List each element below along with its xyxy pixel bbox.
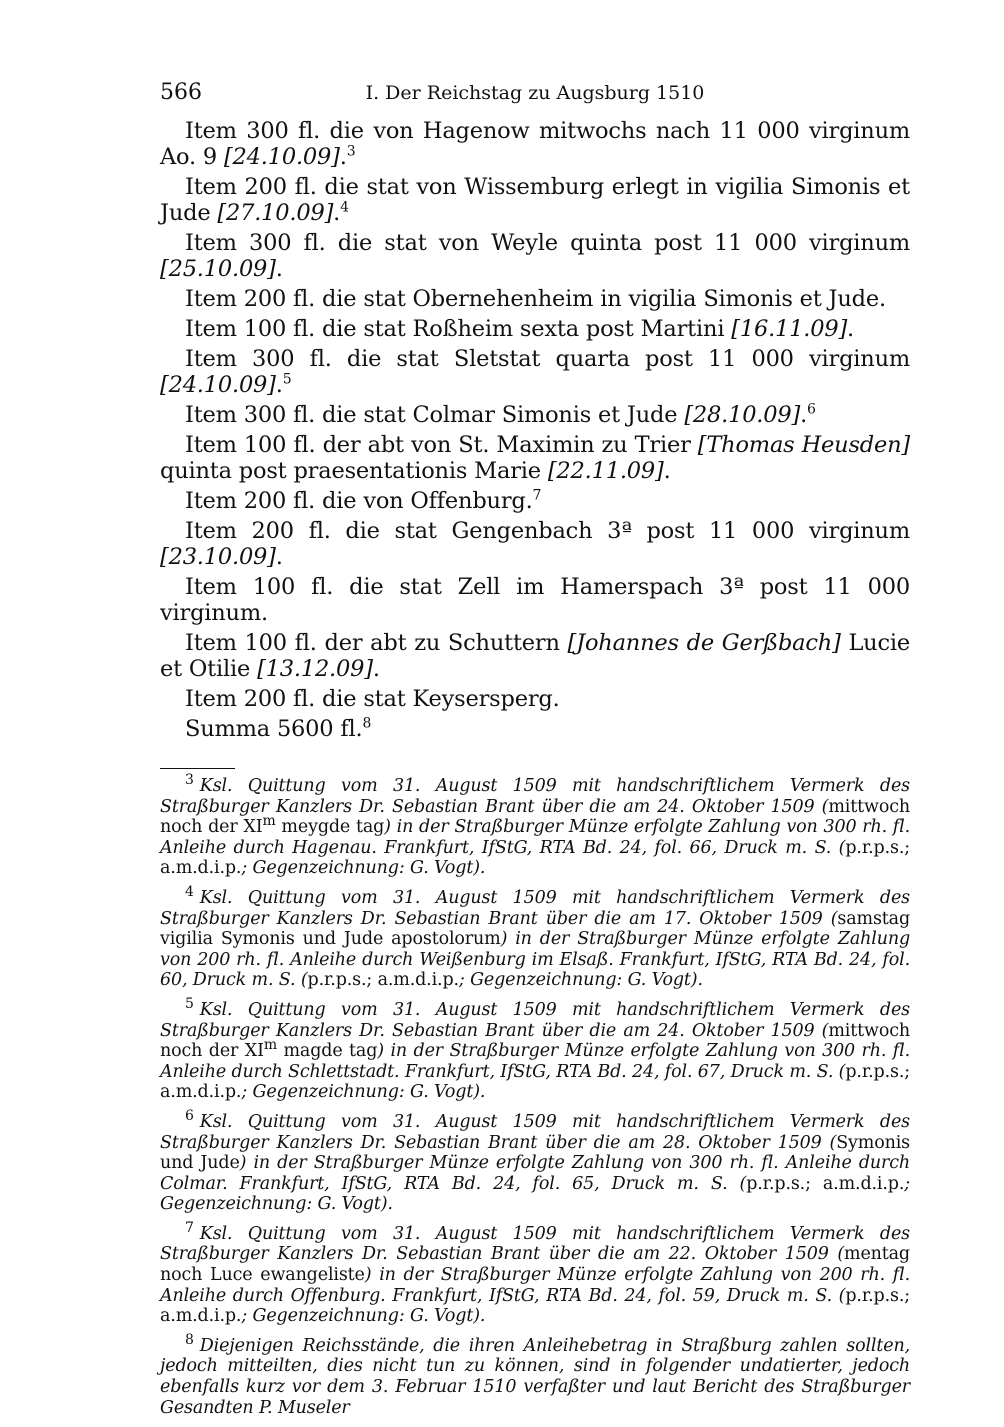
ledger-entry: Item 200 fl. die stat von Wissemburg erlegt in vigilia Simonis et Jude [27.10.09].$^4$ xyxy=(160,174,910,226)
footnote-text: Ksl. Quittung vom 31. August 1509 mit handschriftlichem Vermerk des Straßburger Kanzlers Dr. Sebastian Brant über die am 17. Oktober 1509 ( xyxy=(160,887,910,929)
ledger-entry xyxy=(160,574,910,626)
footnote-superscript: m xyxy=(262,813,276,830)
footnote-quote: magde tag xyxy=(276,1041,378,1062)
entry-date: [24.10.09] xyxy=(223,144,340,170)
footnote-quote: mittwoch noch der XI xyxy=(160,1020,910,1062)
ledger-entry: Item 100 fl. die stat Roßheim sexta post Martini [16.11.09]. xyxy=(185,316,854,342)
entry-text: Item 200 fl. die von Offenburg. xyxy=(185,488,533,514)
footnote-marker: 3 xyxy=(346,143,356,160)
entry-date: [13.12.09] xyxy=(257,656,373,682)
footnote-quote: a.m.d.i.p. xyxy=(160,858,242,879)
footnote-text: ; Gegenzeichnung: G. Vogt). xyxy=(241,1082,486,1103)
footnote-quote: meygde tag xyxy=(275,817,385,838)
footnote-quote: p.r.p.s.; a.m.d.i.p. xyxy=(746,1173,905,1194)
footnote-quote: mentag noch Luce ewangeliste xyxy=(160,1244,910,1286)
footnote-rule xyxy=(160,768,235,769)
footnote xyxy=(160,1220,910,1327)
footnote-text: ; Gegenzeichnung: G. Vogt). xyxy=(241,858,486,879)
footnote xyxy=(160,1332,910,1418)
footnote-quote: mittwoch noch der XI xyxy=(160,796,910,838)
entry-date: [27.10.09] xyxy=(217,200,334,226)
entry-text: Item 300 fl. die von Hagenow mitwochs nach 11 000 virginum Ao. 9 xyxy=(160,118,910,170)
footnote-text: ; Gegenzeichnung: G. Vogt). xyxy=(160,1173,910,1215)
entry-date: [25.10.09] xyxy=(160,256,276,282)
entry-text: Item 300 fl. die stat Colmar Simonis et Jude xyxy=(185,402,685,428)
footnote-quote: Symonis und Jude xyxy=(160,1132,910,1174)
footnote-quote: p.r.p.s.; xyxy=(845,837,910,858)
footnote-text: Diejenigen Reichsstände, die ihren Anleihebetrag in Straßburg zahlen sollten, jedoch mitteilten, dies nicht tun zu können, sind in folgender undatierter, jedoch ebenfalls kurz vor dem 3. Februar 1510 verfaßter und laut Bericht des Straßburger Gesandten P. Museler xyxy=(160,1335,910,1418)
entry-text: Item 300 fl. die stat von Weyle quinta post 11 000 virginum xyxy=(185,230,910,256)
ledger-entry: Item 100 fl. der abt von St. Maximin zu Trier [Thomas Heusden] quinta post praesentationis Marie [22.11.09]. xyxy=(160,432,910,484)
ledger-entry xyxy=(160,686,910,712)
entry-date: [23.10.09] xyxy=(160,544,276,570)
footnote-superscript: m xyxy=(263,1037,277,1054)
running-title: I. Der Reichstag zu Augsburg 1510 xyxy=(365,82,705,104)
footnote-number: 8 xyxy=(185,1332,194,1349)
footnote-text: ; Gegenzeichnung: G. Vogt). xyxy=(241,1306,486,1327)
footnote-text: ) in der Straßburger Münze erfolgte Zahlung von 300 rh. fl. Anleihe durch Hagenau. Frankfurt, IfStG, RTA Bd. 24, fol. 66, Druck m. S. ( xyxy=(160,817,910,858)
entry-date: [22.11.09] xyxy=(547,458,664,484)
ledger-entry: Item 300 fl. die stat Sletstat quarta post 11 000 virginum [24.10.09].$^5$ xyxy=(160,346,910,398)
entry-text: Item 100 fl. der abt von St. Maximin zu Trier xyxy=(185,432,698,458)
footnote xyxy=(160,996,910,1103)
footnote-text: ; Gegenzeichnung: G. Vogt). xyxy=(458,970,703,991)
footnote-quote: p.r.p.s.; a.m.d.i.p. xyxy=(307,970,459,991)
entry-text: Item 200 fl. die stat Gengenbach 3ª post 11 000 virginum xyxy=(185,518,910,544)
ledger-entry: Item 100 fl. der abt zu Schuttern [Johannes de Gerßbach] Lucie et Otilie [13.12.09]. xyxy=(160,630,910,682)
entry-text: Item 100 fl. die stat Roßheim sexta post Martini xyxy=(185,316,732,342)
entry-text: Item 200 fl. die stat Keysersperg. xyxy=(185,686,560,712)
footnote-number: 3 xyxy=(185,772,194,789)
footnote-quote: samstag vigilia Symonis und Jude apostolorum xyxy=(160,908,910,950)
ledger-entry: Item 300 fl. die stat Colmar Simonis et Jude [28.10.09].$^6$ xyxy=(185,401,816,428)
running-head xyxy=(160,72,910,112)
entry-date: [Thomas Heusden] xyxy=(697,432,910,458)
ledger-entry xyxy=(160,286,910,312)
entry-date: [24.10.09] xyxy=(160,372,276,398)
entry-date: [16.11.09] xyxy=(731,316,848,342)
entry-date: [28.10.09] xyxy=(684,402,801,428)
ledger-entries xyxy=(160,118,910,742)
footnote-text: Ksl. Quittung vom 31. August 1509 mit handschriftlichem Vermerk des Straßburger Kanzlers Dr. Sebastian Brant über die am 24. Oktober 1509 ( xyxy=(160,999,910,1041)
entry-text: Item 100 fl. die stat Zell im Hamerspach 3ª post 11 000 virginum. xyxy=(160,574,910,626)
entry-text: Item 100 fl. der abt zu Schuttern xyxy=(185,630,568,656)
footnote-number: 7 xyxy=(185,1220,194,1237)
ledger-entry: Item 300 fl. die stat von Weyle quinta post 11 000 virginum [25.10.09]. xyxy=(160,230,910,282)
footnote-quote: p.r.p.s.; a.m.d.i.p. xyxy=(160,1285,910,1327)
footnote-marker: 6 xyxy=(807,401,816,418)
footnote xyxy=(160,884,910,991)
page-number: 566 xyxy=(160,80,202,105)
ledger-entry: Item 200 fl. die stat Gengenbach 3ª post 11 000 virginum [23.10.09]. xyxy=(160,518,910,570)
footnote-text: Ksl. Quittung vom 31. August 1509 mit handschriftlichem Vermerk des Straßburger Kanzlers Dr. Sebastian Brant über die am 28. Oktober 1509 ( xyxy=(160,1111,910,1153)
footnote-text: Ksl. Quittung vom 31. August 1509 mit handschriftlichem Vermerk des Straßburger Kanzlers Dr. Sebastian Brant über die am 24. Oktober 1509 ( xyxy=(160,776,910,817)
footnote-text: Ksl. Quittung vom 31. August 1509 mit handschriftlichem Vermerk des Straßburger Kanzlers Dr. Sebastian Brant über die am 22. Oktober 1509 ( xyxy=(160,1223,910,1265)
footnote-text: ) in der Straßburger Münze erfolgte Zahlung von 200 rh. fl. Anleihe durch Offenburg. Frankfurt, IfStG, RTA Bd. 24, fol. 59, Druck m. S. ( xyxy=(160,1265,910,1306)
entry-date: [Johannes de Gerßbach] xyxy=(567,630,841,656)
footnote-marker: 7 xyxy=(532,487,542,504)
footnote-text: ) in der Straßburger Münze erfolgte Zahlung von 200 rh. fl. Anleihe durch Weißenburg im Elsaß. Frankfurt, IfStG, RTA Bd. 24, fol. 60, Druck m. S. ( xyxy=(160,929,910,991)
entry-text-continued: quinta post praesentationis Marie xyxy=(160,458,548,484)
footnote-number: 5 xyxy=(185,996,194,1013)
entry-text: Item 200 fl. die stat von Wissemburg erlegt in vigilia Simonis et Jude xyxy=(160,174,910,226)
footnote-text: ) in der Straßburger Münze erfolgte Zahlung von 300 rh. fl. Anleihe durch Colmar. Frankfurt, IfStG, RTA Bd. 24, fol. 65, Druck m. S. ( xyxy=(160,1153,910,1194)
footnote-marker: 5 xyxy=(282,371,292,388)
footnote-quote: p.r.p.s.; a.m.d.i.p. xyxy=(160,1061,910,1103)
entry-text-continued: Lucie et Otilie xyxy=(160,630,910,682)
entry-text: Item 200 fl. die stat Obernehenheim in vigilia Simonis et Jude. xyxy=(185,286,886,312)
footnote xyxy=(160,1108,910,1215)
ledger-entry xyxy=(160,488,910,514)
entry-text: Item 300 fl. die stat Sletstat quarta post 11 000 virginum xyxy=(185,346,910,372)
ledger-entry: Item 300 fl. die von Hagenow mitwochs nach 11 000 virginum Ao. 9 [24.10.09].$^3$ xyxy=(160,118,910,170)
footnote-number: 4 xyxy=(185,884,194,901)
footnote-marker: 8 xyxy=(362,715,372,732)
ledger-entry xyxy=(160,716,910,742)
footnotes xyxy=(160,772,910,1418)
footnote-number: 6 xyxy=(185,1108,194,1125)
footnote xyxy=(160,772,910,879)
document-page xyxy=(160,72,910,1427)
footnote-marker: 4 xyxy=(340,199,349,216)
entry-text: Summa 5600 fl. xyxy=(185,716,363,742)
footnote-text: ) in der Straßburger Münze erfolgte Zahlung von 300 rh. fl. Anleihe durch Schlettstadt. Frankfurt, IfStG, RTA Bd. 24, fol. 67, Druck m. S. ( xyxy=(160,1041,910,1082)
